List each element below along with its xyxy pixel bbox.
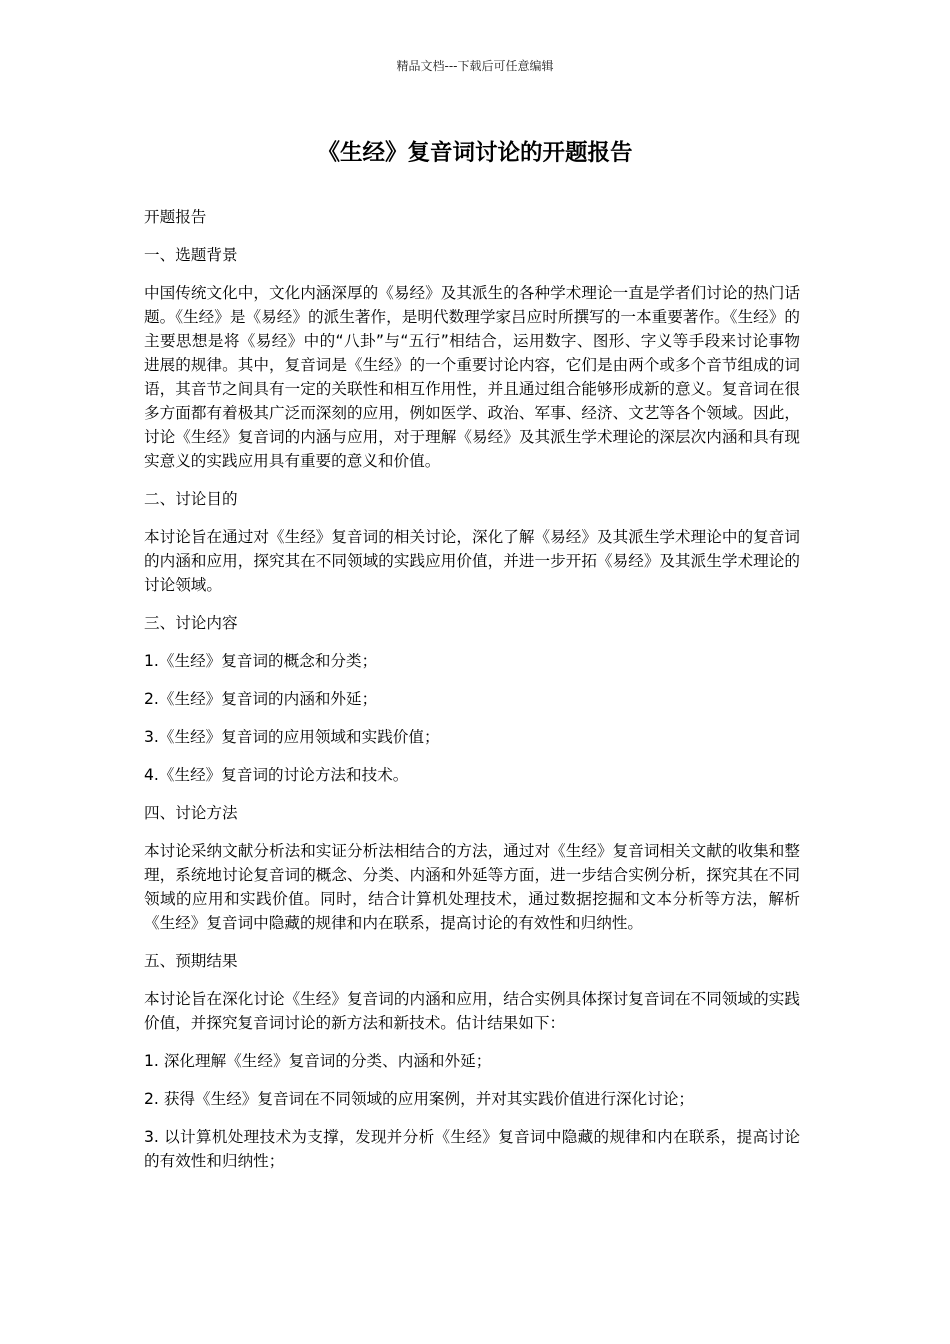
header-note: 精品文档---下载后可任意编辑 bbox=[396, 59, 554, 73]
section-heading: 三、讨论内容 bbox=[144, 614, 238, 632]
document-body bbox=[144, 205, 800, 1187]
body-paragraph: 本讨论旨在深化讨论《生经》复音词的内涵和应用，结合实例具体探讨复音词在不同领域的实践价值，并探究复音词讨论的新方法和新技术。估计结果如下： bbox=[144, 990, 800, 1032]
body-paragraph: 中国传统文化中，文化内涵深厚的《易经》及其派生的各种学术理论一直是学者们讨论的热门话题。《生经》是《易经》的派生著作，是明代数理学家吕应时所撰写的一本重要著作。《生经》的主要思想是将《易经》中的“八卦”与“五行”相结合，运用数字、图形、字义等手段来讨论事物进展的规律。其中，复音词是《生经》的一个重要讨论内容，它们是由两个或多个音节组成的词语，其音节之间具有一定的关联性和相互作用性，并且通过组合能够形成新的意义。复音词在很多方面都有着极其广泛而深刻的应用，例如医学、政治、军事、经济、文艺等各个领域。因此，讨论《生经》复音词的内涵与应用，对于理解《易经》及其派生学术理论的深层次内涵和具有现实意义的实践应用具有重要的意义和价值。 bbox=[144, 284, 800, 470]
list-item: 1.《生经》复音词的概念和分类； bbox=[144, 652, 378, 670]
section-heading: 二、讨论目的 bbox=[144, 490, 238, 508]
body-paragraph: 本讨论采纳文献分析法和实证分析法相结合的方法，通过对《生经》复音词相关文献的收集和整理，系统地讨论复音词的概念、分类、内涵和外延等方面，进一步结合实例分析，探究其在不同领域的应用和实践价值。同时，结合计算机处理技术，通过数据挖掘和文本分析等方法，解析《生经》复音词中隐藏的规律和内在联系，提高讨论的有效性和归纳性。 bbox=[144, 842, 800, 932]
list-item: 2.《生经》复音词的内涵和外延； bbox=[144, 690, 378, 708]
body-paragraph: 本讨论旨在通过对《生经》复音词的相关讨论，深化了解《易经》及其派生学术理论中的复音词的内涵和应用，探究其在不同领域的实践应用价值，并进一步开拓《易经》及其派生学术理论的讨论领域。 bbox=[144, 528, 800, 594]
list-item: 1. 深化理解《生经》复音词的分类、内涵和外延； bbox=[144, 1052, 492, 1070]
list-item: 3. 以计算机处理技术为支撑，发现并分析《生经》复音词中隐藏的规律和内在联系，提高讨论的有效性和归纳性； bbox=[144, 1128, 800, 1170]
section-heading: 五、预期结果 bbox=[144, 952, 238, 970]
list-item: 4.《生经》复音词的讨论方法和技术。 bbox=[144, 766, 409, 784]
section-label: 开题报告 bbox=[144, 208, 207, 226]
section-heading: 一、选题背景 bbox=[144, 246, 238, 264]
document-title: 《生经》复音词讨论的开题报告 bbox=[317, 140, 633, 166]
section-heading: 四、讨论方法 bbox=[144, 804, 238, 822]
list-item: 3.《生经》复音词的应用领域和实践价值； bbox=[144, 728, 440, 746]
list-item: 2. 获得《生经》复音词在不同领域的应用案例，并对其实践价值进行深化讨论； bbox=[144, 1090, 695, 1108]
